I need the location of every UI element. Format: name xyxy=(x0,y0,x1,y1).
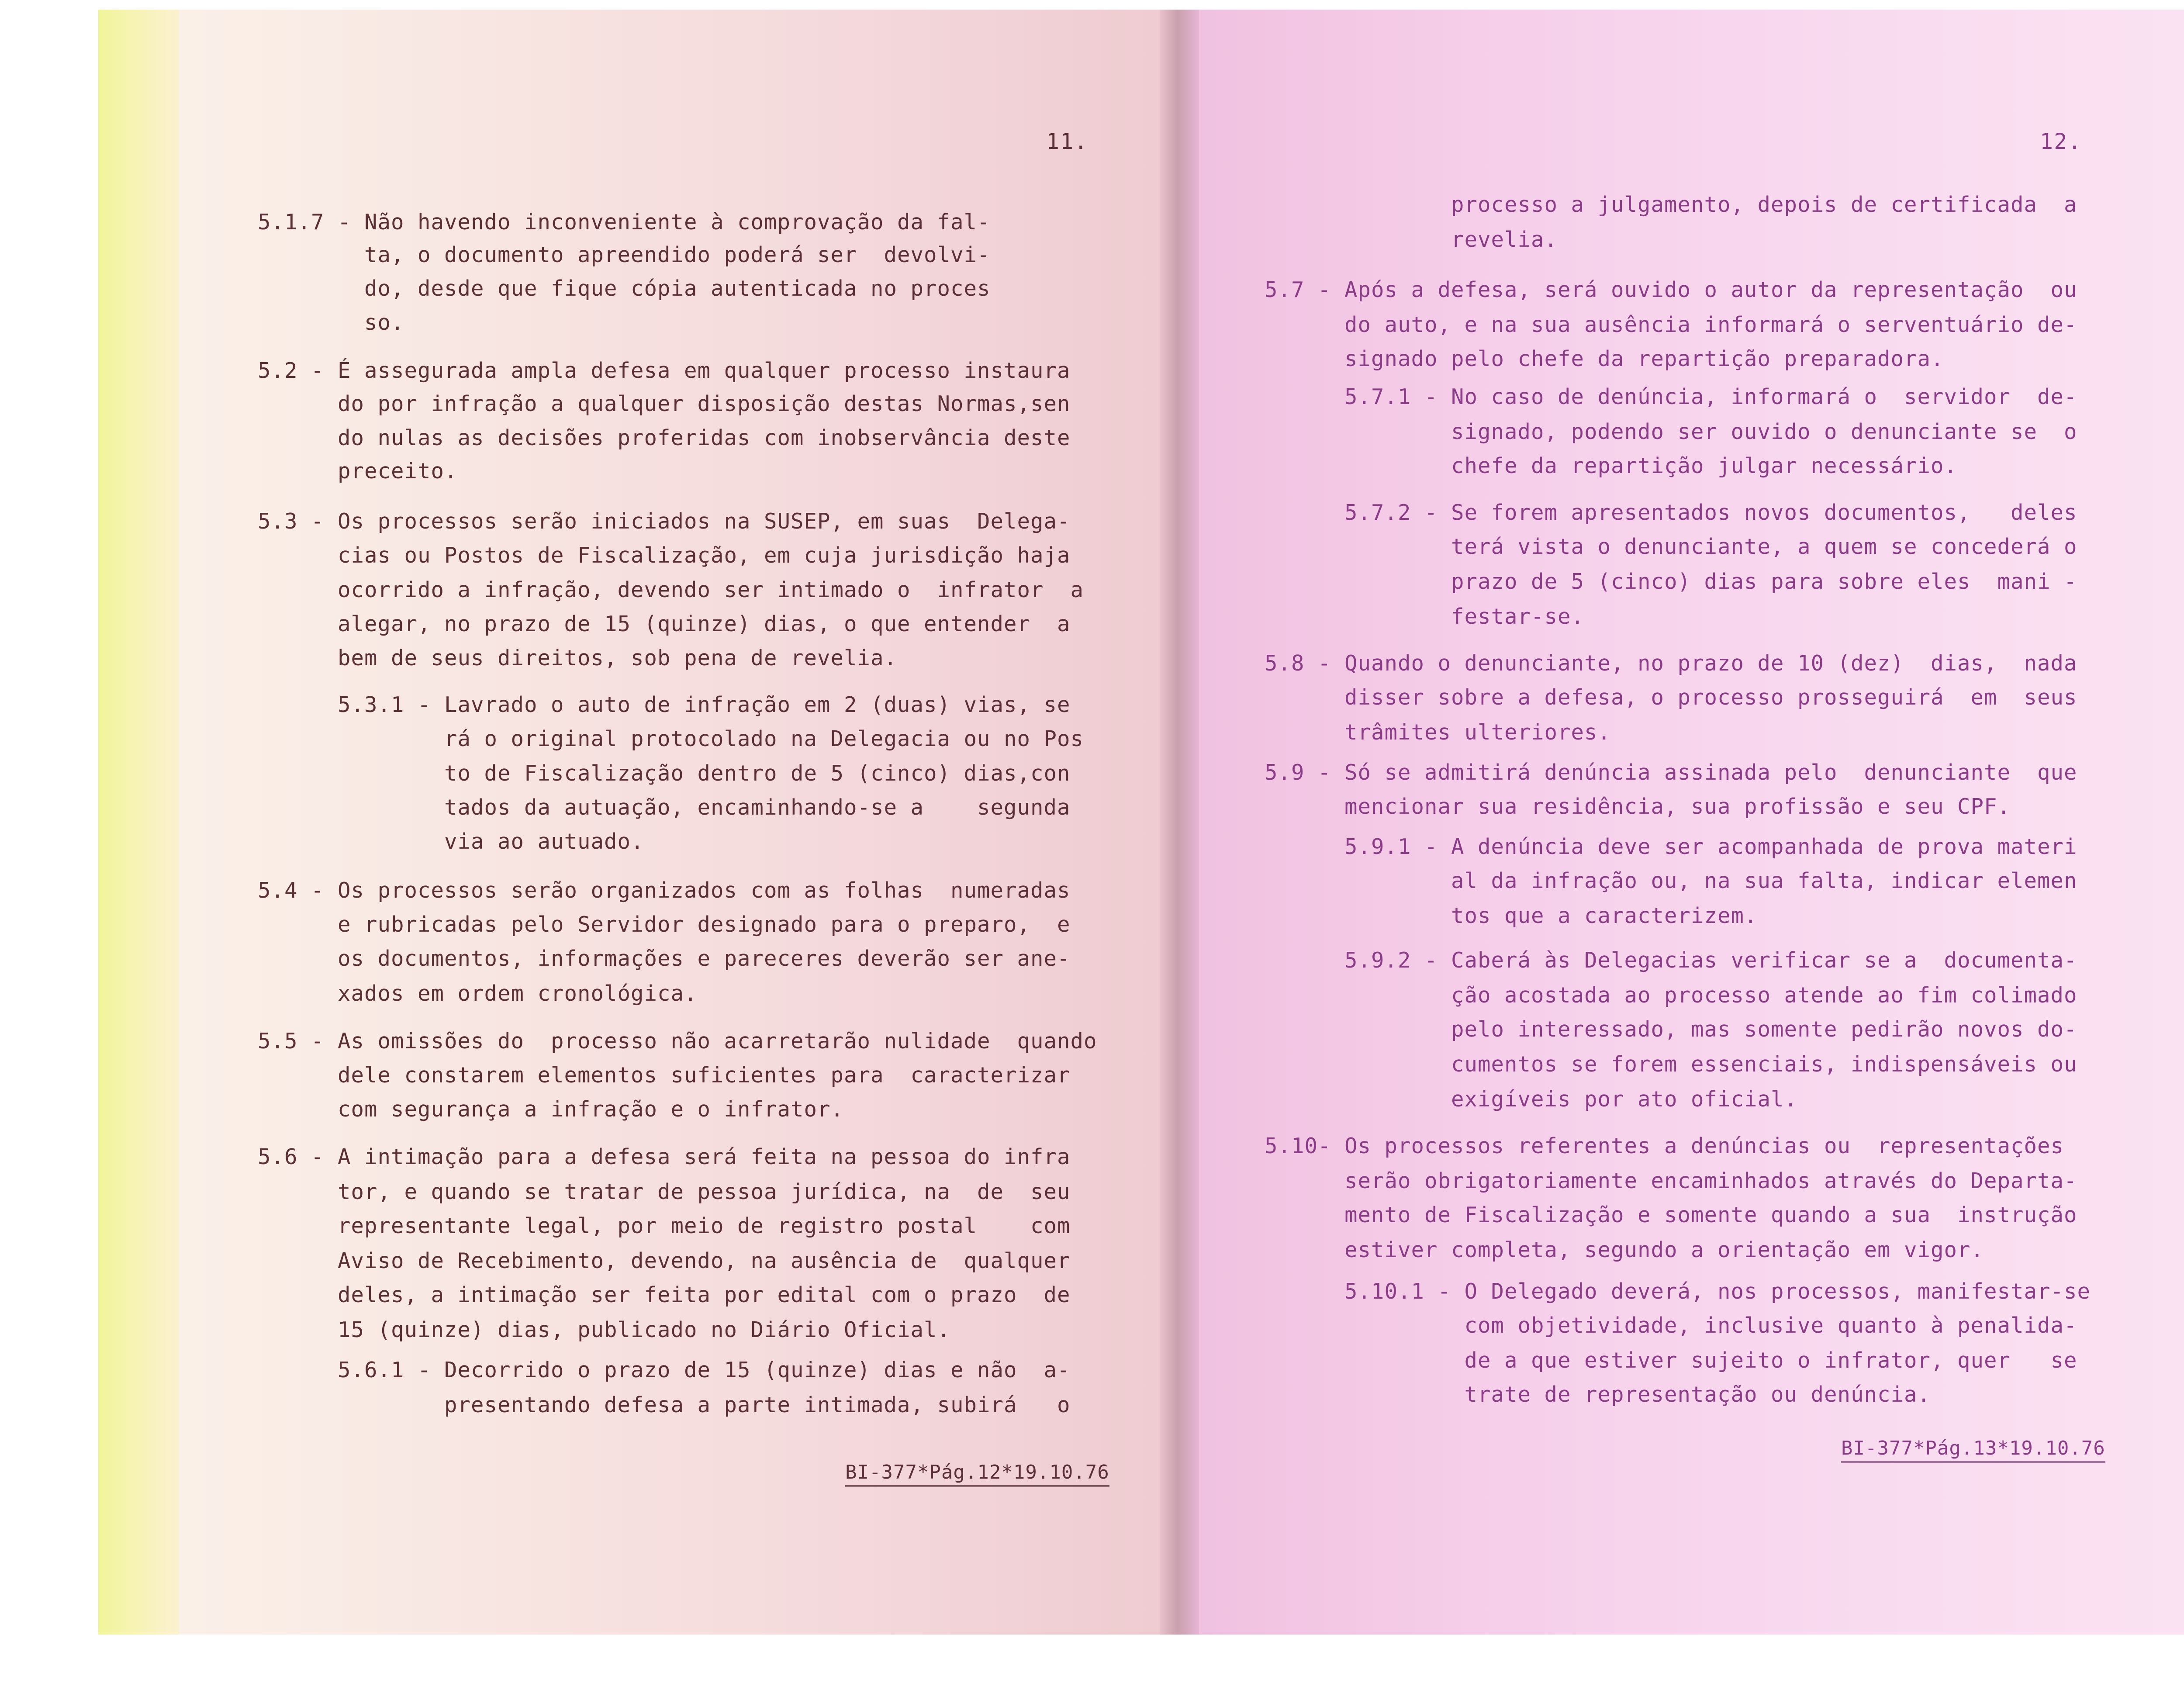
text-line: exigíveis por ato oficial. xyxy=(1265,1087,1798,1112)
text-line: estiver completa, segundo a orientação em vigor. xyxy=(1265,1237,1984,1262)
text-line: revelia. xyxy=(1265,227,1558,252)
text-line: presentando defesa a parte intimada, subirá o xyxy=(258,1393,1071,1417)
text-line: 5.7.2 - Se forem apresentados novos documentos, deles xyxy=(1265,500,2077,525)
book-gutter xyxy=(1160,10,1199,1635)
text-line: 5.7 - Após a defesa, será ouvido o autor da representação ou xyxy=(1265,277,2077,302)
text-line: chefe da repartição julgar necessário. xyxy=(1265,453,1958,478)
text-line: Aviso de Recebimento, devendo, na ausência de qualquer xyxy=(258,1248,1071,1273)
page-number-left: 11. xyxy=(1046,129,1089,154)
text-line: alegar, no prazo de 15 (quinze) dias, o que entender a xyxy=(258,612,1071,636)
text-line: 5.1.7 - Não havendo inconveniente à comprovação da fal- xyxy=(258,210,991,235)
text-line: tos que a caracterizem. xyxy=(1265,903,1758,928)
text-line: preceito. xyxy=(258,459,458,484)
text-line: 5.6 - A intimação para a defesa será feita na pessoa do infra xyxy=(258,1144,1071,1169)
text-line: com segurança a infração e o infrator. xyxy=(258,1097,844,1122)
text-line: al da infração ou, na sua falta, indicar elemen xyxy=(1265,868,2077,893)
text-line: ocorrido a infração, devendo ser intimado o infrator a xyxy=(258,577,1084,602)
text-line: representante legal, por meio de registro postal com xyxy=(258,1213,1071,1238)
text-line: tor, e quando se tratar de pessoa jurídica, na de seu xyxy=(258,1179,1071,1204)
text-line: 5.10.1 - O Delegado deverá, nos processos, manifestar-se xyxy=(1265,1279,2091,1304)
text-line: 5.6.1 - Decorrido o prazo de 15 (quinze) dias e não a- xyxy=(258,1358,1071,1383)
text-line: cias ou Postos de Fiscalização, em cuja jurisdição haja xyxy=(258,543,1071,568)
text-line: prazo de 5 (cinco) dias para sobre eles mani - xyxy=(1265,569,2077,594)
text-line: 5.3 - Os processos serão iniciados na SUSEP, em suas Delega- xyxy=(258,509,1071,534)
text-line: do auto, e na sua ausência informará o serventuário de- xyxy=(1265,312,2077,337)
text-line: dele constarem elementos suficientes para caracterizar xyxy=(258,1063,1071,1088)
text-line: 5.9.2 - Caberá às Delegacias verificar se a documenta- xyxy=(1265,948,2077,973)
page-footer-left: BI-377*Pág.12*19.10.76 xyxy=(845,1461,1109,1487)
text-line: 5.2 - É assegurada ampla defesa em qualquer processo instaura xyxy=(258,358,1071,383)
text-line: via ao autuado. xyxy=(258,829,644,854)
text-line: rá o original protocolado na Delegacia ou no Pos xyxy=(258,726,1084,751)
page-edge xyxy=(98,10,179,1635)
text-line: to de Fiscalização dentro de 5 (cinco) dias,con xyxy=(258,761,1071,786)
text-line: pelo interessado, mas somente pedirão novos do- xyxy=(1265,1017,2077,1042)
text-line: serão obrigatoriamente encaminhados através do Departa- xyxy=(1265,1168,2077,1193)
text-line: e rubricadas pelo Servidor designado para o preparo, e xyxy=(258,912,1071,937)
text-line: os documentos, informações e pareceres deverão ser ane- xyxy=(258,946,1071,971)
text-line: trate de representação ou denúncia. xyxy=(1265,1382,1931,1407)
text-line: do nulas as decisões proferidas com inobservância deste xyxy=(258,425,1071,450)
text-line: signado, podendo ser ouvido o denunciante se o xyxy=(1265,419,2077,444)
text-line: 5.9 - Só se admitirá denúncia assinada pelo denunciante que xyxy=(1265,760,2077,785)
text-line: 5.5 - As omissões do processo não acarretarão nulidade quando xyxy=(258,1029,1097,1054)
text-line: com objetividade, inclusive quanto à penalida- xyxy=(1265,1313,2077,1338)
text-line: 5.3.1 - Lavrado o auto de infração em 2 (duas) vias, se xyxy=(258,692,1071,717)
text-line: processo a julgamento, depois de certificada a xyxy=(1265,192,2077,217)
text-line: ção acostada ao processo atende ao fim colimado xyxy=(1265,983,2077,1008)
text-line: mento de Fiscalização e somente quando a sua instrução xyxy=(1265,1203,2077,1227)
text-line: deles, a intimação ser feita por edital com o prazo de xyxy=(258,1282,1071,1307)
text-line: tados da autuação, encaminhando-se a segunda xyxy=(258,795,1071,820)
page-number-right: 12. xyxy=(2040,129,2082,154)
text-line: trâmites ulteriores. xyxy=(1265,720,1611,745)
text-line: terá vista o denunciante, a quem se concederá o xyxy=(1265,534,2077,559)
page-footer-right: BI-377*Pág.13*19.10.76 xyxy=(1841,1437,2105,1463)
text-line: disser sobre a defesa, o processo prosseguirá em seus xyxy=(1265,685,2077,710)
text-line: 5.7.1 - No caso de denúncia, informará o servidor de- xyxy=(1265,384,2077,409)
text-line: festar-se. xyxy=(1265,604,1585,629)
text-line: de a que estiver sujeito o infrator, quer se xyxy=(1265,1348,2077,1373)
text-line: do, desde que fique cópia autenticada no proces xyxy=(258,276,991,301)
text-line: 15 (quinze) dias, publicado no Diário Oficial. xyxy=(258,1317,951,1342)
text-line: 5.9.1 - A denúncia deve ser acompanhada de prova materi xyxy=(1265,834,2077,859)
text-line: so. xyxy=(258,310,404,335)
text-line: bem de seus direitos, sob pena de revelia. xyxy=(258,646,898,671)
text-line: cumentos se forem essenciais, indispensáveis ou xyxy=(1265,1052,2077,1077)
text-line: xados em ordem cronológica. xyxy=(258,981,698,1006)
text-line: 5.4 - Os processos serão organizados com as folhas numeradas xyxy=(258,878,1071,903)
text-line: signado pelo chefe da repartição preparadora. xyxy=(1265,346,1944,371)
text-line: mencionar sua residência, sua profissão e seu CPF. xyxy=(1265,794,2011,819)
text-line: ta, o documento apreendido poderá ser devolvi- xyxy=(258,242,991,267)
text-line: do por infração a qualquer disposição destas Normas,sen xyxy=(258,391,1071,416)
text-line: 5.8 - Quando o denunciante, no prazo de 10 (dez) dias, nada xyxy=(1265,651,2077,676)
text-line: 5.10- Os processos referentes a denúncias ou representações xyxy=(1265,1134,2064,1158)
